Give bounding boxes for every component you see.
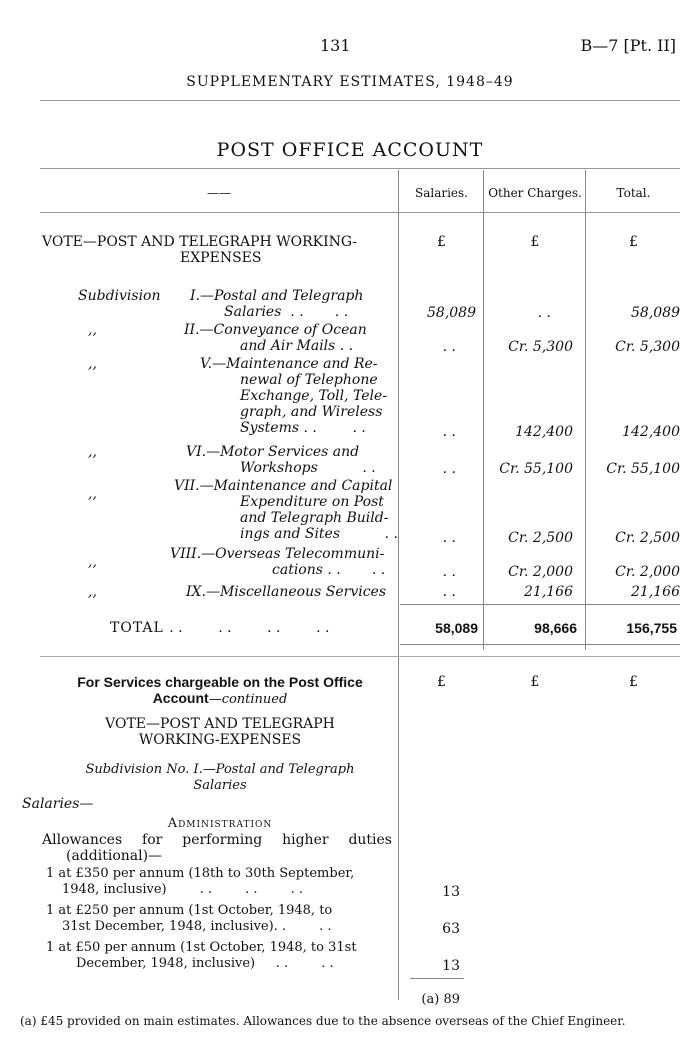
cell-total: Cr. 2,000 [615,564,680,580]
row-text: newal of Telephone [240,372,378,388]
cell-total: 21,166 [631,584,680,600]
row-number: VII. [174,478,200,494]
row-number: II. [184,322,200,338]
dot-leaders: . . [339,338,354,354]
item-value: 63 [442,921,460,937]
currency-total: £ [629,674,638,690]
row-text: and Air Mails [240,338,336,354]
total-label: TOTAL [110,620,164,636]
table-row-description [174,478,398,542]
row-number: I. [190,288,200,304]
cell-other: Cr. 55,100 [499,461,573,477]
list-item [46,866,396,898]
row-text: graph, and Wireless [240,404,383,420]
document-reference: B—7 [Pt. II] [580,36,676,55]
item-value: 13 [442,884,460,900]
row-label: ,, [88,356,97,372]
sum-rule-top [400,604,680,605]
cell-other: Cr. 2,000 [508,564,573,580]
row-text: cations [272,562,323,578]
table-row-description [186,444,395,476]
subtotal-rule [410,978,464,979]
cell-other: 21,166 [524,584,573,600]
table-row-description [184,322,395,354]
row-label: Subdivision [78,288,161,304]
row-text: and Telegraph Build- [240,510,389,526]
cell-salaries: . . [442,424,456,440]
continued-heading-line-1: For Services chargeable on the Post Office [77,674,363,690]
item-line-2: 31st December, 1948, inclusive). . [62,919,287,934]
row-label: ,, [88,584,97,600]
header-rule [40,100,680,101]
allowances-line-1: Allowances for performing higher duties [42,832,392,848]
continued-heading [42,674,398,708]
currency-total: £ [629,234,638,250]
dot-leaders: . . [384,526,398,542]
cell-salaries: 58,089 [427,305,476,321]
row-text: —Postal and Telegraph [199,288,364,304]
sum-rule-bottom [400,644,680,645]
row-label: ,, [88,554,97,570]
row-text: Exchange, Toll, Tele- [240,388,388,404]
vote-title [42,234,398,266]
vote-title-line-2: EXPENSES [180,250,262,266]
page-number: 131 [320,36,351,55]
table-header-rule [40,212,680,213]
administration-heading: Administration [167,816,273,831]
table-row-description [200,356,395,436]
continued-subdivision [42,762,398,794]
row-number: V. [200,356,213,372]
item-line-1: 1 at £50 per annum (1st October, 1948, to 31st [46,940,357,955]
vote-title-line-1: VOTE—POST AND TELEGRAPH WORKING- [42,234,358,250]
cell-other: 142,400 [515,424,573,440]
column-header-description: —— [207,186,231,200]
cell-salaries: . . [442,584,456,600]
row-label: ,, [88,444,97,460]
cell-salaries: . . [442,339,456,355]
salaries-label: Salaries— [22,796,94,812]
total-salaries: 58,089 [435,620,478,636]
currency-salaries: £ [437,234,446,250]
row-text: —Conveyance of Ocean [199,322,367,338]
cell-total: 58,089 [631,305,680,321]
row-text: —Miscellaneous Services [205,584,387,600]
dot-leaders: . . . . [303,420,366,436]
column-header-salaries: Salaries. [414,186,468,200]
row-text: —Maintenance and Capital [199,478,393,494]
list-item [46,940,396,972]
column-header-total: Total. [616,186,651,200]
currency-other: £ [530,674,540,690]
row-number: IX. [186,584,206,600]
dot-leaders: . . [319,919,332,934]
dot-leaders: . . . . . . [199,882,304,897]
total-row-label [110,620,398,636]
cell-salaries: . . [442,564,456,580]
running-title: SUPPLEMENTARY ESTIMATES, 1948–49 [186,74,514,90]
section-separator [40,656,680,657]
row-label: ,, [88,486,97,502]
cell-total: Cr. 2,500 [615,530,680,546]
dot-leaders: . . [362,460,376,476]
table-row-description [190,288,395,320]
cell-other: . . [537,305,551,321]
continued-subdivision-line-1: Subdivision No. I.—Postal and Telegraph [85,762,355,777]
column-divider-2 [483,170,484,650]
allowances-line-2: (additional)— [66,848,163,864]
subtotal-value: (a) 89 [421,992,460,1007]
row-text: —Motor Services and [206,444,360,460]
cell-total: Cr. 5,300 [615,339,680,355]
table-top-rule [40,168,680,169]
currency-other: £ [530,234,540,250]
continued-vote-title [42,716,398,748]
dot-leaders: . . . . [275,956,334,971]
continued-heading-line-2: Account [152,690,209,706]
column-header-other-charges: Other Charges. [488,186,582,200]
total-total: 156,755 [626,620,677,636]
row-number: VI. [186,444,207,460]
list-item [46,903,396,935]
total-other: 98,666 [534,620,577,636]
row-text: —Maintenance and Re- [212,356,378,372]
item-line-2: 1948, inclusive) [62,882,167,897]
column-divider-1 [398,170,399,1000]
continued-vote-line-1: VOTE—POST AND TELEGRAPH [105,716,335,732]
dot-leaders: . . . . . . . . [169,620,330,636]
item-line-1: 1 at £350 per annum (18th to 30th September, [46,866,355,881]
dot-leaders: . . . . [327,562,386,578]
item-value: 13 [442,958,460,974]
cell-salaries: . . [442,530,456,546]
item-line-1: 1 at £250 per annum (1st October, 1948, to [46,903,333,918]
table-row-description [186,584,398,600]
currency-salaries: £ [437,674,446,690]
dot-leaders: . . . . [281,304,349,320]
continued-marker: —continued [208,692,288,707]
cell-other: Cr. 5,300 [508,339,573,355]
continued-subdivision-line-2: Salaries [193,778,247,793]
row-text: Salaries [224,304,282,320]
item-line-2: December, 1948, inclusive) [76,956,256,971]
column-divider-3 [585,170,586,650]
footnote: (a) £45 provided on main estimates. Allowances due to the absence overseas of the Chief Engineer. [20,1014,626,1028]
row-number: VIII. [170,546,202,562]
row-text: Expenditure on Post [240,494,384,510]
cell-total: Cr. 55,100 [606,461,680,477]
table-row-description [170,546,395,578]
row-text: Systems [240,420,300,436]
row-text: ings and Sites [240,526,341,542]
cell-other: Cr. 2,500 [508,530,573,546]
row-text: —Overseas Telecommuni- [201,546,385,562]
continued-vote-line-2: WORKING-EXPENSES [138,732,302,748]
cell-total: 142,400 [622,424,680,440]
cell-salaries: . . [442,461,456,477]
row-text: Workshops [240,460,318,476]
row-label: ,, [88,322,97,338]
section-title: POST OFFICE ACCOUNT [216,139,484,161]
